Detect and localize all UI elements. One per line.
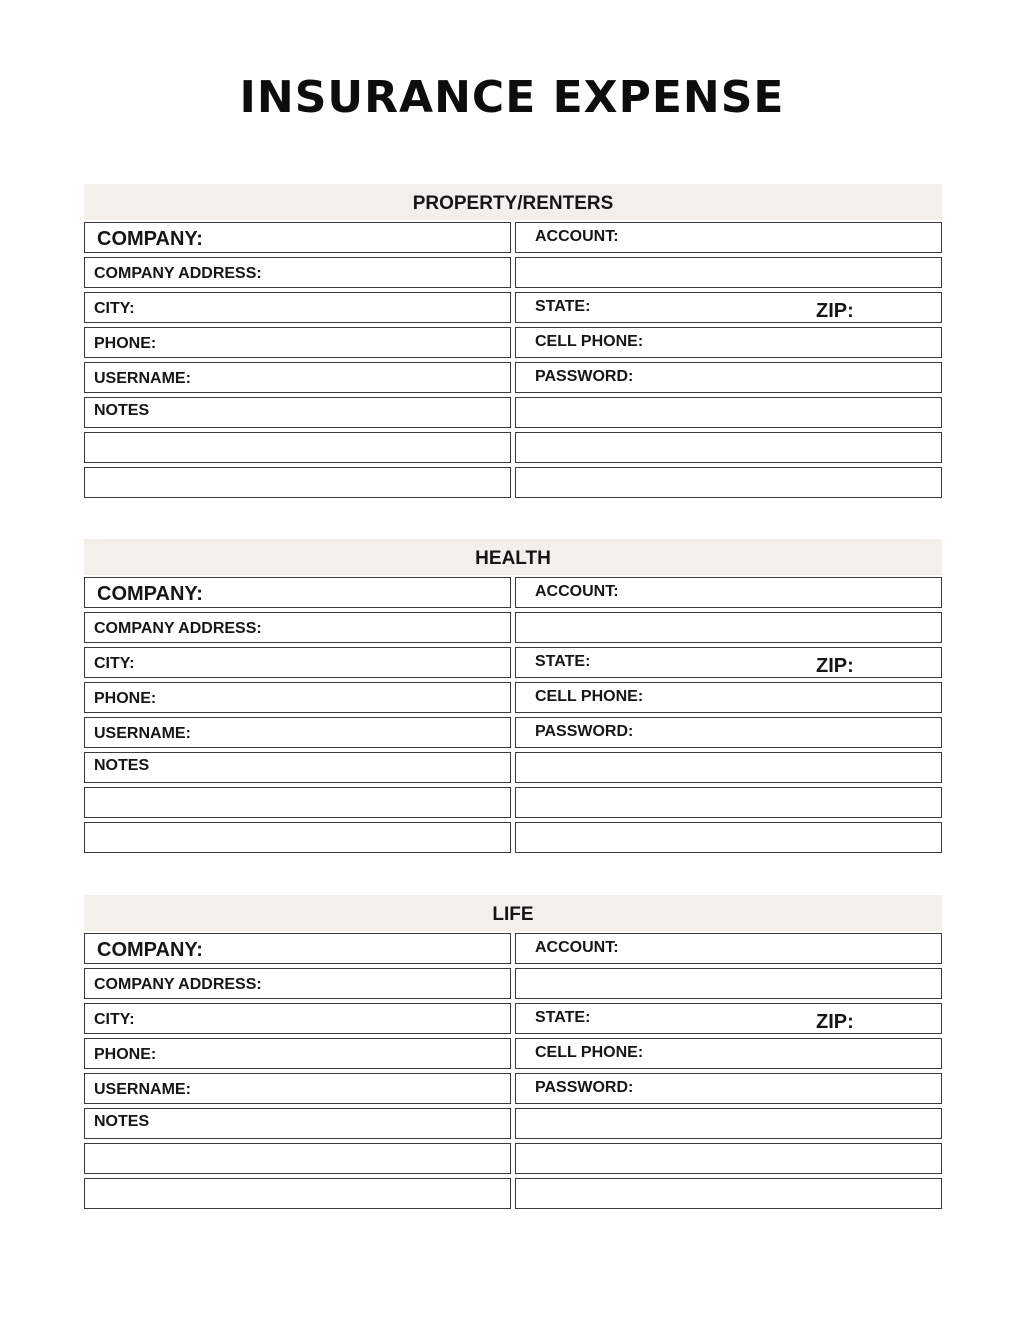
company-label: COMPANY: — [97, 583, 203, 605]
cell-phone-label: CELL PHONE: — [535, 688, 644, 705]
company-address-field[interactable] — [84, 257, 511, 288]
notes-label: NOTES — [94, 402, 150, 419]
username-field[interactable] — [84, 362, 511, 393]
username-field[interactable] — [84, 1073, 511, 1104]
password-field[interactable] — [515, 1073, 942, 1104]
notes-line[interactable] — [84, 467, 511, 498]
username-label: USERNAME: — [94, 1081, 191, 1098]
phone-label: PHONE: — [94, 335, 157, 352]
notes-line[interactable] — [515, 1108, 942, 1139]
state-zip-field[interactable] — [515, 1003, 942, 1034]
notes-line[interactable] — [515, 432, 942, 463]
notes-line[interactable] — [515, 752, 942, 783]
password-label: PASSWORD: — [535, 1079, 634, 1096]
username-label: USERNAME: — [94, 370, 191, 387]
cell-phone-field[interactable] — [515, 327, 942, 358]
phone-field[interactable] — [84, 327, 511, 358]
password-field[interactable] — [515, 717, 942, 748]
zip-label: ZIP: — [816, 300, 854, 322]
city-field[interactable] — [84, 647, 511, 678]
city-label: CITY: — [94, 655, 135, 672]
phone-field[interactable] — [84, 682, 511, 713]
state-label: STATE: — [535, 653, 591, 670]
notes-line[interactable] — [84, 432, 511, 463]
notes-label: NOTES — [94, 1113, 150, 1130]
notes-label: NOTES — [94, 757, 150, 774]
state-label: STATE: — [535, 1009, 591, 1026]
notes-line[interactable] — [515, 822, 942, 853]
company-address-label: COMPANY ADDRESS: — [94, 265, 262, 282]
account-field[interactable] — [515, 577, 942, 608]
notes-line[interactable] — [515, 1143, 942, 1174]
section-heading: PROPERTY/RENTERS — [84, 184, 942, 220]
notes-line[interactable] — [515, 397, 942, 428]
company-address-field[interactable] — [84, 612, 511, 643]
form-grid — [84, 577, 942, 853]
password-label: PASSWORD: — [535, 723, 634, 740]
notes-line[interactable] — [84, 1178, 511, 1209]
account-label: ACCOUNT: — [535, 939, 619, 956]
company-label: COMPANY: — [97, 939, 203, 961]
state-zip-field[interactable] — [515, 647, 942, 678]
password-label: PASSWORD: — [535, 368, 634, 385]
notes-line[interactable] — [515, 787, 942, 818]
state-label: STATE: — [535, 298, 591, 315]
city-field[interactable] — [84, 292, 511, 323]
section-property-renters — [84, 184, 942, 498]
phone-label: PHONE: — [94, 1046, 157, 1063]
account-label: ACCOUNT: — [535, 228, 619, 245]
company-address-continued-field[interactable] — [515, 257, 942, 288]
city-field[interactable] — [84, 1003, 511, 1034]
section-life — [84, 895, 942, 1209]
notes-field[interactable] — [84, 752, 511, 783]
company-field[interactable] — [84, 222, 511, 253]
account-field[interactable] — [515, 222, 942, 253]
notes-line[interactable] — [515, 1178, 942, 1209]
username-field[interactable] — [84, 717, 511, 748]
phone-field[interactable] — [84, 1038, 511, 1069]
username-label: USERNAME: — [94, 725, 191, 742]
cell-phone-field[interactable] — [515, 1038, 942, 1069]
password-field[interactable] — [515, 362, 942, 393]
account-field[interactable] — [515, 933, 942, 964]
city-label: CITY: — [94, 300, 135, 317]
state-zip-field[interactable] — [515, 292, 942, 323]
zip-label: ZIP: — [816, 655, 854, 677]
form-grid — [84, 222, 942, 498]
company-address-continued-field[interactable] — [515, 612, 942, 643]
notes-field[interactable] — [84, 1108, 511, 1139]
city-label: CITY: — [94, 1011, 135, 1028]
cell-phone-field[interactable] — [515, 682, 942, 713]
company-label: COMPANY: — [97, 228, 203, 250]
form-grid — [84, 933, 942, 1209]
company-address-label: COMPANY ADDRESS: — [94, 976, 262, 993]
phone-label: PHONE: — [94, 690, 157, 707]
section-heading: HEALTH — [84, 539, 942, 575]
zip-label: ZIP: — [816, 1011, 854, 1033]
company-address-label: COMPANY ADDRESS: — [94, 620, 262, 637]
section-health — [84, 539, 942, 853]
company-field[interactable] — [84, 933, 511, 964]
notes-field[interactable] — [84, 397, 511, 428]
account-label: ACCOUNT: — [535, 583, 619, 600]
section-heading: LIFE — [84, 895, 942, 931]
notes-line[interactable] — [84, 787, 511, 818]
company-field[interactable] — [84, 577, 511, 608]
company-address-continued-field[interactable] — [515, 968, 942, 999]
notes-line[interactable] — [84, 822, 511, 853]
cell-phone-label: CELL PHONE: — [535, 1044, 644, 1061]
cell-phone-label: CELL PHONE: — [535, 333, 644, 350]
notes-line[interactable] — [84, 1143, 511, 1174]
company-address-field[interactable] — [84, 968, 511, 999]
notes-line[interactable] — [515, 467, 942, 498]
page-title: INSURANCE EXPENSE — [239, 72, 785, 123]
